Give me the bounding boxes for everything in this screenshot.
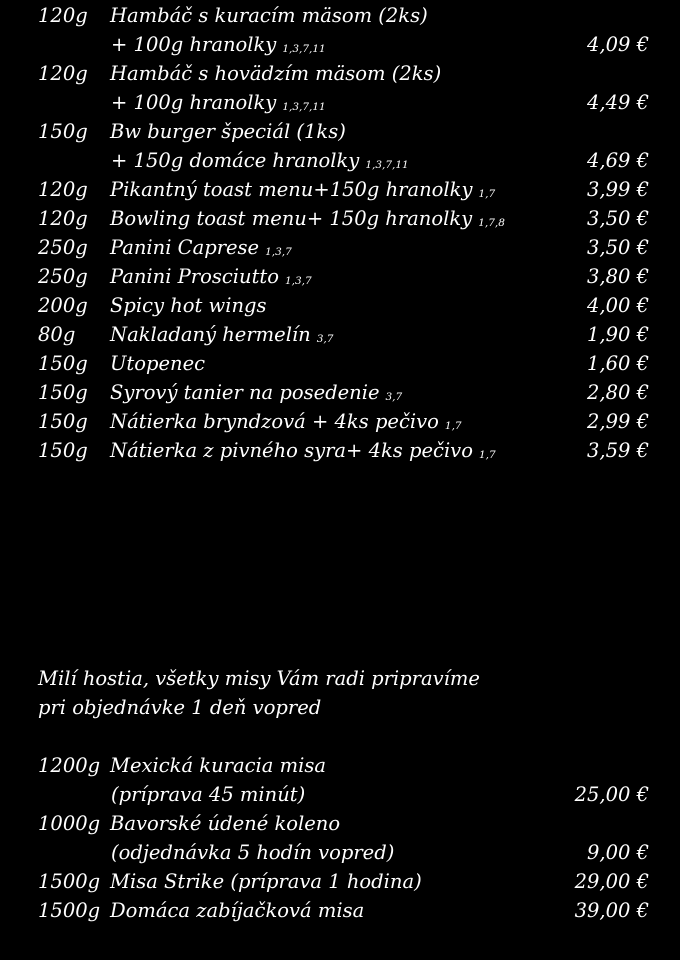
platter-name: Mexická kuracia misa (110, 754, 326, 777)
item-name-text: Panini Caprese (110, 236, 260, 259)
item-allergens: 1,7,8 (478, 217, 505, 229)
platter-name: Domáca zabíjačková misa (110, 899, 365, 922)
item-name: Utopenec (110, 352, 206, 375)
platter-note-line-1: Milí hostia, všetky misy Vám radi pripravíme (38, 667, 480, 690)
platter-item (0, 751, 680, 780)
item-name: Hambáč s hovädzím mäsom (2ks) (110, 62, 442, 85)
item-weight: 120g (38, 62, 88, 85)
item-allergens: 1,7 (444, 420, 462, 432)
menu-item (0, 436, 680, 465)
item-name-text: + 150g domáce hranolky (111, 149, 360, 172)
menu-item (0, 117, 680, 146)
menu-item (0, 349, 680, 378)
item-weight: 120g (38, 4, 88, 27)
item-weight: 150g (38, 352, 88, 375)
item-price: 2,99 € (586, 410, 649, 433)
item-weight: 150g (38, 381, 88, 404)
item-weight: 150g (38, 410, 88, 433)
item-allergens: 1,3,7,11 (365, 159, 409, 171)
item-name-text: + 100g hranolky (111, 33, 277, 56)
item-weight: 250g (38, 236, 88, 259)
item-allergens: 1,3,7 (284, 275, 312, 287)
item-name: Hambáč s kuracím mäsom (2ks) (110, 4, 428, 27)
item-allergens: 1,7 (478, 188, 496, 200)
item-weight: 150g (38, 439, 88, 462)
menu-item (0, 378, 680, 407)
menu-item (0, 59, 680, 88)
platter-item (0, 867, 680, 896)
item-allergens: 1,3,7,11 (282, 43, 326, 55)
menu-item (0, 30, 680, 59)
menu-item (0, 204, 680, 233)
platter-name: Bavorské údené koleno (110, 812, 341, 835)
platter-price: 29,00 € (574, 870, 649, 893)
platter-note-line-2: pri objednávke 1 deň vopred (38, 696, 322, 719)
item-price: 4,00 € (586, 294, 649, 317)
menu-item (0, 1, 680, 30)
item-price: 1,90 € (586, 323, 649, 346)
item-name-text: Bowling toast menu+ 150g hranolky (110, 207, 473, 230)
item-price: 4,49 € (586, 91, 649, 114)
platter-weight: 1000g (38, 812, 101, 835)
item-allergens: 3,7 (316, 333, 334, 345)
item-price: 1,60 € (586, 352, 649, 375)
platter-item (0, 838, 680, 867)
menu-item (0, 175, 680, 204)
item-name: Bw burger špeciál (1ks) (110, 120, 346, 143)
item-name-text: Nátierka bryndzová + 4ks pečivo (110, 410, 439, 433)
item-allergens: 1,3,7,11 (282, 101, 326, 113)
item-name (110, 436, 496, 470)
platter-weight: 1500g (38, 870, 101, 893)
item-name-text: Pikantný toast menu+150g hranolky (110, 178, 473, 201)
menu-item (0, 407, 680, 436)
item-weight: 150g (38, 120, 88, 143)
item-weight: 120g (38, 178, 88, 201)
item-price: 2,80 € (586, 381, 649, 404)
item-price: 3,50 € (586, 207, 649, 230)
item-name-text: Nakladaný hermelín (110, 323, 311, 346)
item-price: 4,09 € (586, 33, 649, 56)
item-name-text: Nátierka z pivného syra+ 4ks pečivo (110, 439, 473, 462)
item-name: Spicy hot wings (110, 294, 267, 317)
item-price: 4,69 € (586, 149, 649, 172)
platter-name: (odjednávka 5 hodín vopred) (111, 841, 395, 864)
platter-price: 9,00 € (586, 841, 649, 864)
item-allergens: 1,3,7 (265, 246, 292, 258)
item-weight: 120g (38, 207, 88, 230)
item-name-text: + 100g hranolky (111, 91, 277, 114)
menu-item (0, 320, 680, 349)
menu-item (0, 88, 680, 117)
item-price: 3,99 € (586, 178, 649, 201)
platter-weight: 1200g (38, 754, 101, 777)
item-name-text: Panini Prosciutto (110, 265, 279, 288)
menu-item (0, 233, 680, 262)
platter-weight: 1500g (38, 899, 101, 922)
item-price: 3,50 € (586, 236, 649, 259)
item-allergens: 3,7 (385, 391, 403, 403)
menu-item (0, 262, 680, 291)
item-price: 3,80 € (586, 265, 649, 288)
item-weight: 200g (38, 294, 88, 317)
platter-name: Misa Strike (príprava 1 hodina) (110, 870, 422, 893)
item-weight: 250g (38, 265, 88, 288)
platter-item (0, 780, 680, 809)
platter-item (0, 809, 680, 838)
platter-item (0, 896, 680, 925)
item-name-text: Syrový tanier na posedenie (110, 381, 380, 404)
platter-price: 25,00 € (574, 783, 649, 806)
item-allergens: 1,7 (478, 449, 496, 461)
platter-price: 39,00 € (574, 899, 649, 922)
item-price: 3,59 € (586, 439, 649, 462)
menu-item (0, 291, 680, 320)
menu-item (0, 146, 680, 175)
item-weight: 80g (38, 323, 76, 346)
platter-name: (príprava 45 minút) (111, 783, 306, 806)
